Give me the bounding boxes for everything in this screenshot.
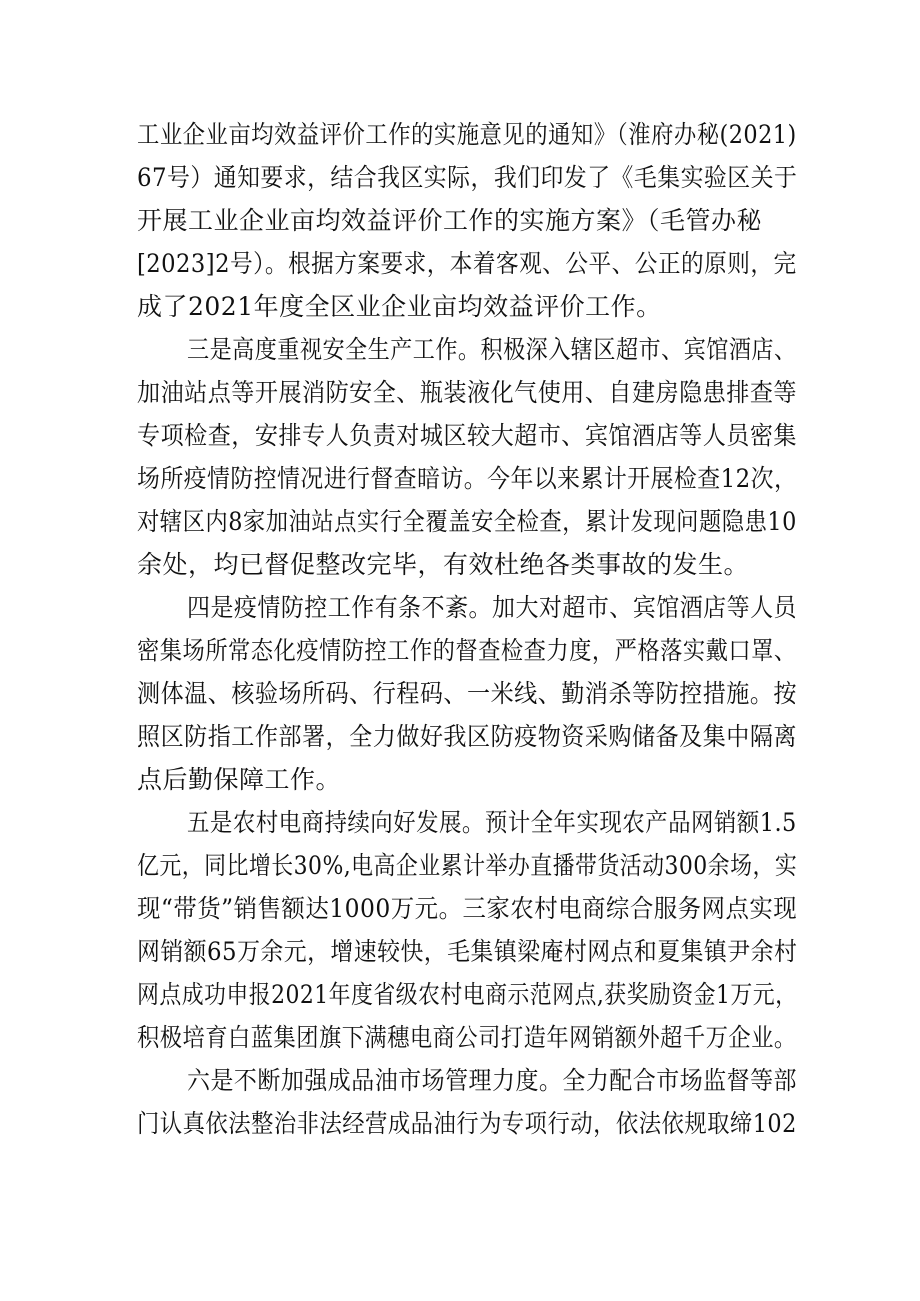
text-line-8: 专项检查，安排专人负责对城区较大超市、宾馆酒店等人员密集 bbox=[137, 421, 798, 450]
text-line-11: 余处，均已督促整改完毕，有效杜绝各类事故的发生。 bbox=[137, 550, 750, 579]
paragraph-6-start: 六是不断加强成品油市场管理力度。全力配合市场监督等部 bbox=[187, 1066, 798, 1095]
text-line-15: 照区防指工作部署，全力做好我区防疫物资采购储备及集中隔离 bbox=[137, 722, 798, 751]
text-line-9: 场所疫情防控情况进行督查暗访。今年以来累计开展检查12次， bbox=[137, 464, 798, 493]
text-line-24: 门认真依法整治非法经营成品油行为专项行动，依法依规取缔102 bbox=[137, 1109, 797, 1138]
text-line-2: 67号）通知要求，结合我区实际，我们印发了《毛集实验区关于 bbox=[137, 163, 798, 192]
text-line-18: 亿元，同比增长30%,电高企业累计举办直播带货活动300余场，实 bbox=[137, 851, 798, 880]
text-line-21: 网点成功申报2021年度省级农村电商示范网点,获奖励资金1万元， bbox=[137, 980, 798, 1009]
text-line-16: 点后勤保障工作。 bbox=[137, 765, 342, 794]
paragraph-3-start: 三是高度重视安全生产工作。积极深入辖区超市、宾馆酒店、 bbox=[187, 335, 797, 364]
text-line-22: 积极培育白蓝集团旗下满穗电商公司打造年网销额外超千万企业。 bbox=[137, 1023, 797, 1052]
text-line-1: 工业企业亩均效益评价工作的实施意见的通知》（淮府办秘(2021) bbox=[137, 120, 797, 149]
text-line-20: 网销额65万余元，增速较快，毛集镇梁庵村网点和夏集镇尹余村 bbox=[137, 937, 798, 966]
text-line-7: 加油站点等开展消防安全、瓶装液化气使用、自建房隐患排查等 bbox=[137, 378, 798, 407]
text-line-13: 密集场所常态化疫情防控工作的督查检查力度，严格落实戴口罩、 bbox=[137, 636, 797, 665]
text-line-4: [2023]2号）。根据方案要求，本着客观、公平、公正的原则，完 bbox=[137, 249, 797, 278]
text-line-5: 成了2021年度全区业企业亩均效益评价工作。 bbox=[137, 292, 662, 321]
paragraph-4-start: 四是疫情防控工作有条不紊。加大对超市、宾馆酒店等人员 bbox=[187, 593, 798, 622]
paragraph-5-start: 五是农村电商持续向好发展。预计全年实现农产品网销额1.5 bbox=[187, 808, 797, 837]
text-line-3: 开展工业企业亩均效益评价工作的实施方案》（毛管办秘 bbox=[137, 206, 763, 235]
text-line-19: 现“带货”销售额达1000万元。三家农村电商综合服务网点实现 bbox=[137, 894, 798, 923]
text-line-10: 对辖区内8家加油站点实行全覆盖安全检查，累计发现问题隐患10 bbox=[137, 507, 797, 536]
text-line-14: 测体温、核验场所码、行程码、一米线、勤消杀等防控措施。按 bbox=[137, 679, 798, 708]
